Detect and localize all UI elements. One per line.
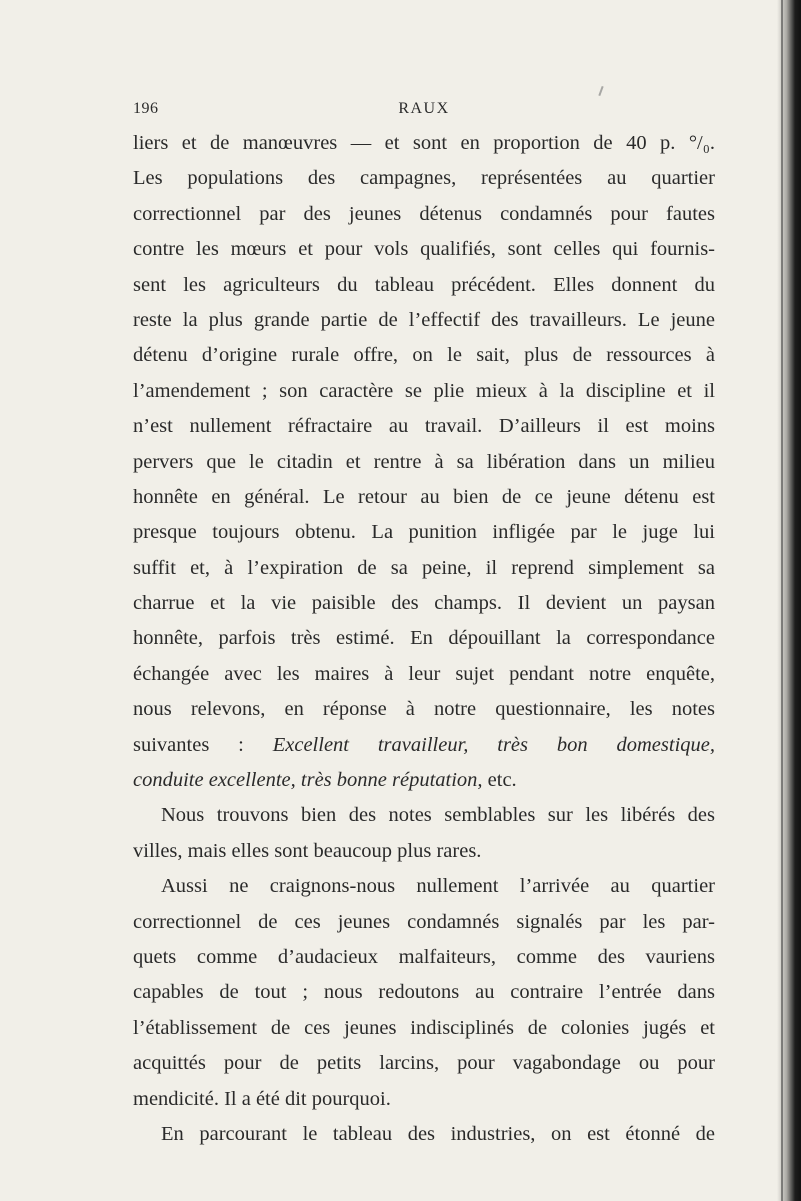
scan-edge-line — [781, 0, 783, 1201]
text-line: Nous trouvons bien des notes semblables sur les libérés des — [161, 804, 715, 827]
text-line: nous relevons, en réponse à notre questionnaire, les notes — [133, 698, 715, 721]
text-line: échangée avec les maires à leur sujet pendant notre enquête, — [133, 662, 715, 685]
text-line: presque toujours obtenu. La punition infligée par le juge lui — [133, 521, 715, 544]
text-line: En parcourant le tableau des industries, on est étonné de — [161, 1122, 715, 1145]
text-line: reste la plus grande partie de l’effectif des travailleurs. Le jeune — [133, 308, 715, 331]
text-line: suffit et, à l’expiration de sa peine, il reprend simplement sa — [133, 556, 715, 579]
text-line: pervers que le citadin et rentre à sa libération dans un milieu — [133, 450, 715, 473]
text-line: détenu d’origine rurale offre, on le sait, plus de ressources à — [133, 344, 715, 367]
text-line: charrue et la vie paisible des champs. Il devient un paysan — [133, 592, 715, 615]
text-line-with-italic — [133, 728, 715, 763]
line-suffix: etc. — [482, 769, 517, 792]
page-number: 196 — [133, 100, 159, 117]
italic-quote: conduite excellente, très bonne réputation, — [133, 769, 483, 792]
text-line: honnête en général. Le retour au bien de ce jeune détenu est — [133, 485, 715, 508]
text-line: liers et de manœuvres — et sont en proportion de 40 p. °/₀. — [133, 132, 715, 154]
text-line: l’amendement ; son caractère se plie mieux à la discipline et il — [133, 379, 715, 402]
italic-quote: Excellent travailleur, très bon domestique, — [272, 733, 715, 756]
text-line: sent les agriculteurs du tableau précédent. Elles donnent du — [133, 273, 715, 296]
text-line-with-italic — [133, 763, 715, 798]
text-line: correctionnel de ces jeunes condamnés signalés par les par- — [133, 910, 715, 933]
text-line: Les populations des campagnes, représentées au quartier — [133, 167, 715, 190]
stray-ink-mark — [598, 86, 603, 96]
text-line: n’est nullement réfractaire au travail. D’ailleurs il est moins — [133, 415, 715, 438]
line-prefix: suivantes : — [133, 733, 273, 756]
text-line: Aussi ne craignons-nous nullement l’arrivée au quartier — [161, 875, 715, 898]
text-line: contre les mœurs et pour vols qualifiés, sont celles qui fournis- — [133, 238, 715, 261]
text-line: villes, mais elles sont beaucoup plus rares. — [133, 839, 482, 862]
body-text — [133, 126, 715, 1152]
text-line: mendicité. Il a été dit pourquoi. — [133, 1087, 391, 1110]
text-line: correctionnel par des jeunes détenus condamnés pour fautes — [133, 202, 715, 225]
text-line: acquittés pour de petits larcins, pour vagabondage ou pour — [133, 1052, 715, 1075]
text-line: capables de tout ; nous redoutons au contraire l’entrée dans — [133, 981, 715, 1004]
text-line: l’établissement de ces jeunes indisciplinés de colonies jugés et — [133, 1016, 715, 1039]
page-header — [133, 100, 715, 122]
text-line: quets comme d’audacieux malfaiteurs, comme des vauriens — [133, 945, 715, 968]
text-line: honnête, parfois très estimé. En dépouillant la correspondance — [133, 627, 715, 650]
running-head: RAUX — [398, 100, 450, 117]
